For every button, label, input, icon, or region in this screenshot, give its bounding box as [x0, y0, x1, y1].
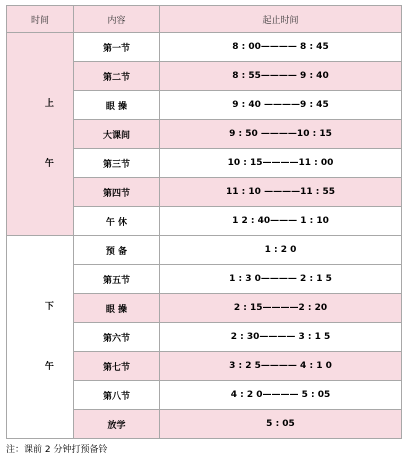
row-content: 第二节 — [74, 62, 160, 91]
row-content: 放学 — [74, 410, 160, 439]
row-time: 8 : 55———— 9 : 40 — [160, 62, 402, 91]
morning-label-top: 上 — [44, 99, 54, 109]
header-content: 内容 — [74, 6, 160, 33]
morning-label-cell — [7, 33, 74, 236]
header-time: 时间 — [7, 6, 74, 33]
row-time: 4 : 2 0———— 5 : 05 — [160, 381, 402, 410]
row-content: 眼 操 — [74, 294, 160, 323]
row-content: 大课间 — [74, 120, 160, 149]
row-content: 第七节 — [74, 352, 160, 381]
row-time: 2 : 30———— 3 : 1 5 — [160, 323, 402, 352]
afternoon-label-top: 下 — [44, 302, 54, 312]
afternoon-label-bottom: 午 — [44, 362, 54, 372]
afternoon-label-cell — [7, 236, 74, 439]
row-time: 11 : 10 ————11 : 55 — [160, 178, 402, 207]
row-time: 8 : 00———— 8 : 45 — [160, 33, 402, 62]
row-content: 第四节 — [74, 178, 160, 207]
row-content: 第八节 — [74, 381, 160, 410]
row-time: 5 : 05 — [160, 410, 402, 439]
row-content: 眼 操 — [74, 91, 160, 120]
row-time: 1 2 : 40——— 1 : 10 — [160, 207, 402, 236]
row-content: 第一节 — [74, 33, 160, 62]
row-time: 1 : 3 0———— 2 : 1 5 — [160, 265, 402, 294]
table-row — [7, 33, 402, 62]
row-content: 预 备 — [74, 236, 160, 265]
footnote: 注：课前 2 分钟打预备铃 — [6, 445, 108, 455]
header-row — [7, 6, 402, 33]
row-time: 3 : 2 5———— 4 : 1 0 — [160, 352, 402, 381]
row-content: 第三节 — [74, 149, 160, 178]
row-content: 午 休 — [74, 207, 160, 236]
table-row — [7, 236, 402, 265]
row-time: 1 : 2 0 — [160, 236, 402, 265]
schedule-table — [6, 5, 402, 439]
row-time: 2 : 15————2 : 20 — [160, 294, 402, 323]
row-time: 9 : 40 ————9 : 45 — [160, 91, 402, 120]
row-time: 9 : 50 ————10 : 15 — [160, 120, 402, 149]
morning-label-bottom: 午 — [44, 159, 54, 169]
row-content: 第五节 — [74, 265, 160, 294]
row-time: 10 : 15————11 : 00 — [160, 149, 402, 178]
header-range: 起止时间 — [160, 6, 402, 33]
row-content: 第六节 — [74, 323, 160, 352]
